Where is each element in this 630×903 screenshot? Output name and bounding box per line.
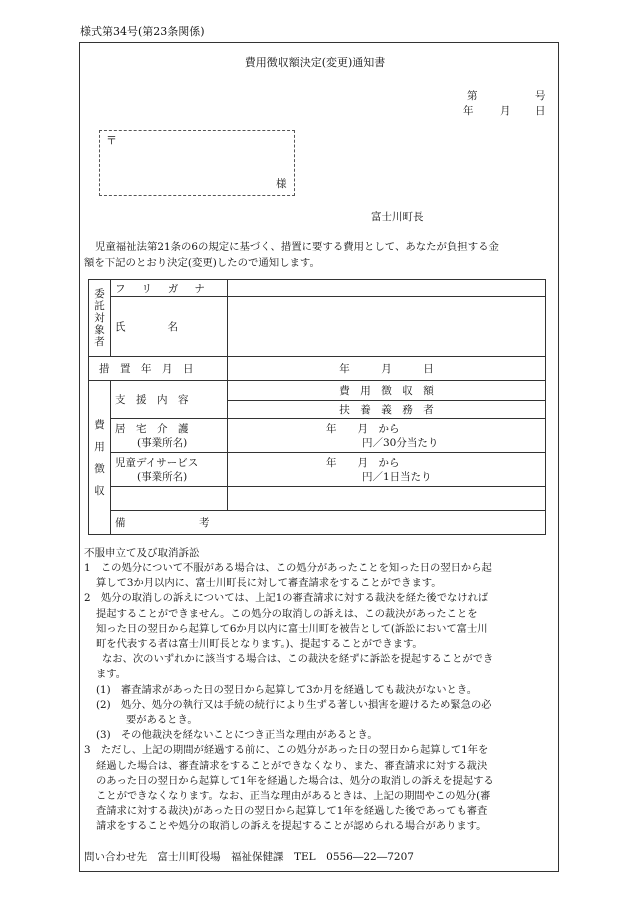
- doc-number-go: 号: [535, 90, 546, 102]
- day-service-value: [228, 453, 546, 487]
- note-line: のあった日の翌日から起算して1年を経過した場合は、処分の取消しの訴えを提起する: [96, 774, 494, 787]
- fee-amount-header-text: 費 用 徴 収 額: [339, 385, 434, 397]
- obligor-header-text: 扶 養 義 務 者: [339, 404, 434, 416]
- note-line: 1 この処分について不服がある場合は、この処分があったことを知った日の翌日から起: [84, 562, 492, 574]
- blank-value-cell: [228, 487, 546, 511]
- furigana-value: [228, 280, 546, 297]
- consignee-label: 委託対象者: [94, 288, 105, 348]
- doc-number-dai: 第: [467, 90, 478, 102]
- day-service-value1: 年 月 から: [326, 456, 400, 469]
- note-line: (1) 審査請求があった日の翌日から起算して3か月を経過しても裁決がないとき。: [96, 683, 478, 696]
- day-service-line2: (事業所名): [137, 470, 188, 483]
- day-service-line1: 児童デイサービス: [115, 456, 199, 469]
- day-service-label: [111, 453, 228, 487]
- note-line: 知った日の翌日から起算して6か月以内に富士川町を被告として(訴訟において富士川: [96, 622, 488, 635]
- postal-mark: 〒: [106, 134, 117, 147]
- home-care-value: [228, 419, 546, 453]
- fee-table: [88, 279, 546, 535]
- obligor-header: [228, 401, 546, 419]
- notes-block: [84, 561, 554, 835]
- measure-date-value-text: 年 月 日: [339, 363, 434, 375]
- intro-line-2: 額を下記のとおり決定(変更)したので通知します。: [84, 257, 320, 269]
- note-line: ことができなくなります。なお、正当な理由があるときは、上記の期間やこの処分(審: [96, 790, 491, 803]
- name-label: [111, 297, 228, 357]
- note-line: 経過した場合は、審査請求をすることができなくなり、また、審査請求に対する裁決: [96, 759, 488, 772]
- note-line: 3 ただし、上記の期間が経過する前に、この処分があった日の翌日から起算して1年を: [84, 744, 489, 757]
- note-line: 2 処分の取消しの訴えについては、上記1の審査請求に対する裁決を経た後でなければ: [84, 592, 489, 605]
- remarks-label: [111, 511, 546, 535]
- day-service-value2: 円／1日当たり: [362, 470, 432, 483]
- name-value: [228, 297, 546, 357]
- home-care-label: [111, 419, 228, 453]
- appeal-title: 不服申立て及び取消訴訟: [84, 547, 200, 559]
- support-label-text: 支 援 内 容: [115, 394, 189, 406]
- issuer: 富士川町長: [371, 211, 424, 223]
- home-care-value2: 円／30分当たり: [362, 436, 439, 449]
- fee-label: 費用徴収: [94, 418, 105, 497]
- home-care-line1: 居 宅 介 護: [115, 422, 189, 435]
- note-line: (3) その他裁決を経ないことにつき正当な理由があるとき。: [96, 729, 378, 742]
- date-year: 年: [463, 105, 474, 117]
- measure-date-value: [228, 357, 546, 381]
- name-text: 氏 名: [115, 321, 178, 333]
- fee-amount-header: [228, 381, 546, 401]
- note-line: ます。: [96, 668, 127, 681]
- home-care-line2: (事業所名): [137, 436, 188, 449]
- home-care-value1: 年 月 から: [326, 422, 400, 435]
- note-line: 提起することができません。この処分の取消しの訴えは、この裁決があったことを: [96, 607, 478, 620]
- note-line: 町を代表する者は富士川町長となります。)、提起することができます。: [96, 638, 423, 651]
- remarks-text: 備 考: [115, 517, 210, 529]
- furigana-label: [111, 280, 228, 297]
- consignee-label-cell: [89, 280, 111, 357]
- fee-label-cell: [89, 381, 111, 535]
- support-label: [111, 381, 228, 419]
- note-line: 査請求に対する裁決)があった日の翌日から起算して1年を経過した後であっても審査: [96, 805, 488, 818]
- note-line: なお、次のいずれかに該当する場合は、この裁決を経ずに訴訟を提起することができ: [102, 653, 494, 666]
- measure-date-label: [89, 357, 228, 381]
- document-title: 費用徴収額決定(変更)通知書: [244, 56, 386, 69]
- note-line: (2) 処分、処分の執行又は手続の続行により生ずる著しい損害を避けるため緊急の必: [96, 698, 492, 711]
- blank-label-cell: [111, 487, 228, 511]
- furigana-text: フ リ ガ ナ: [115, 282, 212, 295]
- measure-date-text: 措 置 年 月 日: [99, 363, 194, 375]
- honorific-sama: 様: [276, 178, 287, 190]
- note-line: 請求をすることや処分の取消しの訴えを提起することが認められる場合があります。: [96, 820, 487, 833]
- note-line: 算して3か月以内に、富士川町長に対して審査請求をすることができます。: [96, 577, 442, 590]
- contact-info: 問い合わせ先 富士川町役場 福祉保健課 TEL 0556―22―7207: [84, 851, 414, 863]
- address-box: [99, 130, 295, 196]
- form-number: 様式第34号(第23条関係): [80, 25, 205, 38]
- date-month: 月: [500, 105, 511, 117]
- date-day: 日: [535, 105, 546, 117]
- note-line: 要があるとき。: [126, 714, 198, 727]
- intro-line-1: 児童福祉法第21条の6の規定に基づく、措置に要する費用として、あなたが負担する金: [95, 241, 499, 253]
